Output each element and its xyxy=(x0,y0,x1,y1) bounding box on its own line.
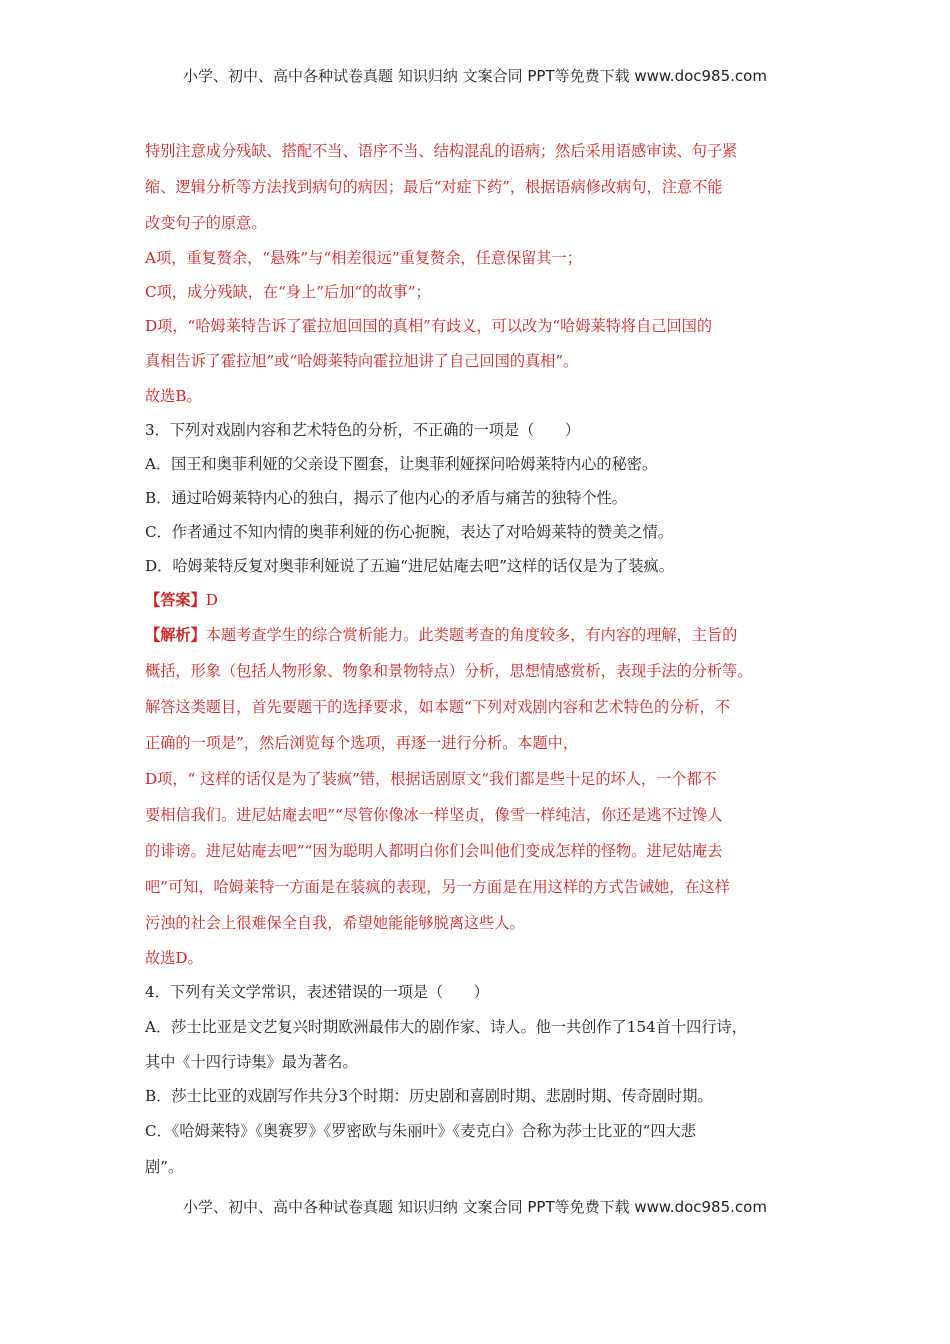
question-4-option-a-cont: 其中《十四行诗集》最为著名。 xyxy=(145,1053,358,1071)
answer-conclusion: 故选D。 xyxy=(145,949,203,967)
answer-line xyxy=(145,583,810,617)
analysis-line: 缩、逻辑分析等方法找到病句的病因；最后“对症下药”，根据语病修改病句，注意不能 xyxy=(145,178,723,196)
answer-conclusion: 故选B。 xyxy=(145,387,202,405)
analysis-line: 的诽谤。进尼姑庵去吧”“因为聪明人都明白你们会叫他们变成怎样的怪物。进尼姑庵去 xyxy=(145,842,723,860)
analysis-line: 要相信我们。进尼姑庵去吧”“尽管你像冰一样坚贞，像雪一样纯洁，你还是逃不过馋人 xyxy=(145,806,723,824)
question-3-option-c: C．作者通过不知内情的奥菲利娅的伤心扼腕，表达了对哈姆莱特的赞美之情。 xyxy=(145,523,673,541)
analysis-text: 本题考查学生的综合赏析能力。此类题考查的角度较多，有内容的理解，主旨的 xyxy=(205,626,738,644)
analysis-label: 【解析】 xyxy=(145,626,206,644)
answer-value: D xyxy=(205,591,218,609)
analysis-line: 概括，形象（包括人物形象、物象和景物特点）分析，思想情感赏析，表现手法的分析等。 xyxy=(145,662,753,680)
question-4-option-a: A．莎士比亚是文艺复兴时期欧洲最伟大的剧作家、诗人。他一共创作了154首十四行诗， xyxy=(145,1018,747,1036)
answer-label: 【答案】 xyxy=(145,591,206,609)
question-4-stem: 4．下列有关文学常识，表述错误的一项是（ ） xyxy=(145,983,489,1001)
analysis-line: D项，“ 这样的话仅是为了装疯”错，根据话剧原文“我们都是些十足的坏人，一个都不 xyxy=(145,770,717,788)
analysis-line: D项，“哈姆莱特告诉了霍拉旭回国的真相”有歧义，可以改为“哈姆莱特将自己回国的 xyxy=(145,317,713,335)
question-3-option-d: D．哈姆莱特反复对奥菲利娅说了五遍“进尼姑庵去吧”这样的话仅是为了装疯。 xyxy=(145,557,674,575)
analysis-line: 吧”可知，哈姆莱特一方面是在装疯的表现，另一方面是在用这样的方式告诫她，在这样 xyxy=(145,878,730,896)
page-footer: 小学、初中、高中各种试卷真题 知识归纳 文案合同 PPT等免费下载 www.doc985.com xyxy=(183,1198,767,1216)
analysis-line: 真相告诉了霍拉旭”或“哈姆莱特向霍拉旭讲了自己回国的真相”。 xyxy=(145,352,579,370)
analysis-line: C项，成分残缺，在“身上”后加“的故事”； xyxy=(145,283,431,301)
analysis-line: A项，重复赘余，“悬殊”与“相差很远”重复赘余，任意保留其一； xyxy=(145,249,582,267)
question-3-option-b: B．通过哈姆莱特内心的独白，揭示了他内心的矛盾与痛苦的独特个性。 xyxy=(145,489,627,507)
question-4-option-b: B．莎士比亚的戏剧写作共分3个时期：历史剧和喜剧时期、悲剧时期、传奇剧时期。 xyxy=(145,1087,713,1105)
page-header: 小学、初中、高中各种试卷真题 知识归纳 文案合同 PPT等免费下载 www.doc985.com xyxy=(183,67,767,85)
document-body xyxy=(145,133,810,1185)
question-4-option-c: C．《哈姆莱特》《奥赛罗》《罗密欧与朱丽叶》《麦克白》合称为莎士比亚的“四大悲 xyxy=(145,1122,696,1140)
analysis-line: 污浊的社会上很难保全自我，希望她能能够脱离这些人。 xyxy=(145,914,525,932)
question-3-option-a: A．国王和奥菲利娅的父亲设下圈套，让奥菲利娅探问哈姆莱特内心的秘密。 xyxy=(145,455,658,473)
analysis-line: 特别注意成分残缺、搭配不当、语序不当、结构混乱的语病；然后采用语感审读、句子紧 xyxy=(145,142,738,160)
question-3-stem: 3．下列对戏剧内容和艺术特色的分析，不正确的一项是（ ） xyxy=(145,421,580,439)
analysis-line: 正确的一项是”，然后浏览每个选项，再逐一进行分析。本题中， xyxy=(145,734,579,752)
analysis-line: 解答这类题目，首先要题干的选择要求，如本题“下列对戏剧内容和艺术特色的分析，不 xyxy=(145,698,730,716)
analysis-line xyxy=(145,617,810,653)
question-4-option-c-cont: 剧”。 xyxy=(145,1158,184,1176)
analysis-line: 改变句子的原意。 xyxy=(145,214,267,232)
